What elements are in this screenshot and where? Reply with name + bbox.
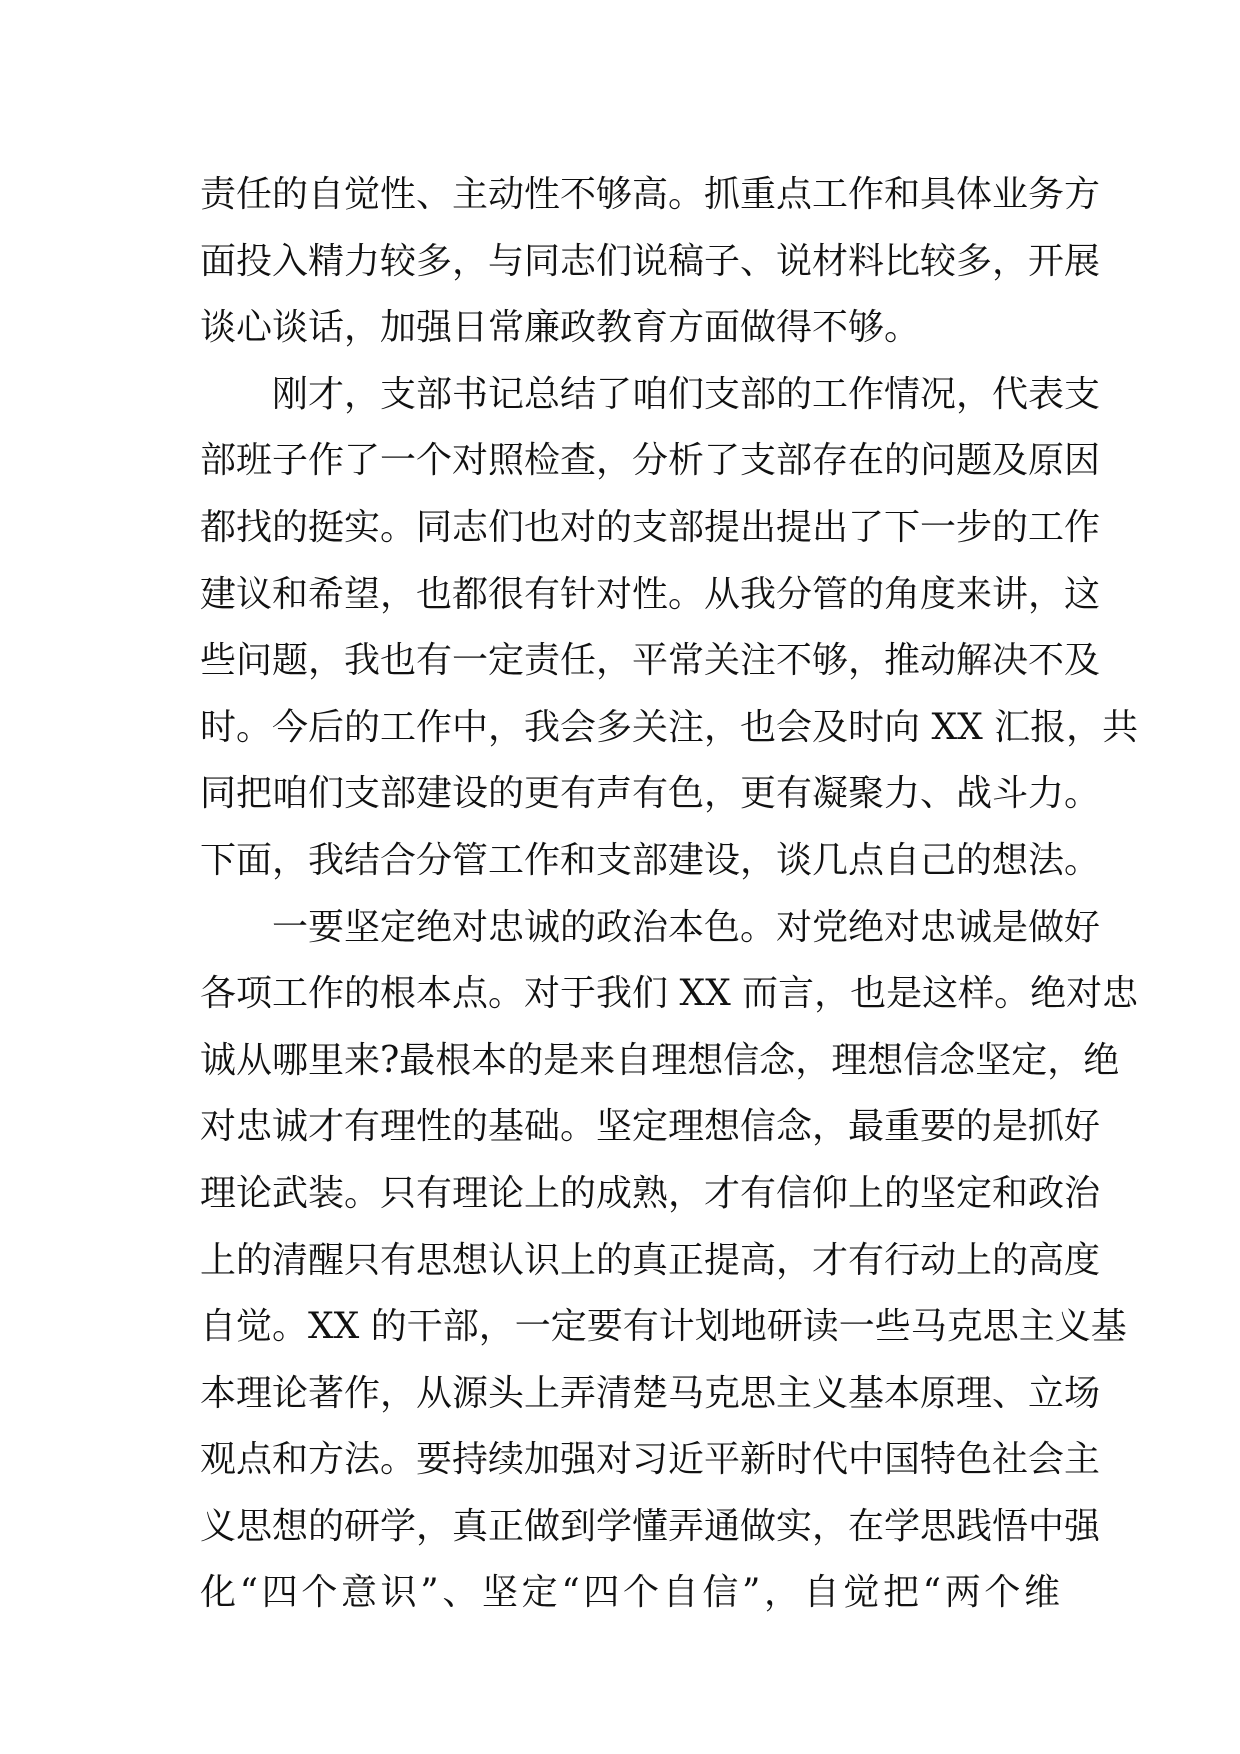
text-line: 观点和方法。要持续加强对习近平新时代中国特色社会主 bbox=[200, 1439, 1101, 1481]
text-line: 都找的挺实。同志们也对的支部提出提出了下一步的工作 bbox=[200, 506, 1101, 548]
text-line: 各项工作的根本点。对于我们 XX 而言，也是这样。绝对忠 bbox=[200, 973, 1139, 1015]
text-line: 下面，我结合分管工作和支部建设，谈几点自己的想法。 bbox=[200, 839, 1101, 881]
text-line: 上的清醒只有思想认识上的真正提高，才有行动上的高度 bbox=[200, 1239, 1101, 1281]
text-line: 同把咱们支部建设的更有声有色，更有凝聚力、战斗力。 bbox=[200, 773, 1101, 815]
text-line: 责任的自觉性、主动性不够高。抓重点工作和具体业务方 bbox=[200, 174, 1101, 215]
paragraph-first-line: 刚才，支部书记总结了咱们支部的工作情况，代表支 bbox=[272, 373, 1101, 415]
paragraph-first-line: 一要坚定绝对忠诚的政治本色。对党绝对忠诚是做好 bbox=[272, 906, 1101, 948]
text-line: 自觉。XX 的干部，一定要有计划地研读一些马克思主义基 bbox=[200, 1306, 1127, 1348]
text-line: 部班子作了一个对照检查，分析了支部存在的问题及原因 bbox=[200, 440, 1101, 482]
text-line: 诚从哪里来?最根本的是来自理想信念，理想信念坚定，绝 bbox=[200, 1039, 1120, 1081]
text-line: 对忠诚才有理性的基础。坚定理想信念，最重要的是抓好 bbox=[200, 1106, 1101, 1148]
text-line: 建议和希望，也都很有针对性。从我分管的角度来讲，这 bbox=[200, 573, 1101, 615]
text-line: 理论武装。只有理论上的成熟，才有信仰上的坚定和政治 bbox=[200, 1172, 1101, 1214]
text-line: 谈心谈话，加强日常廉政教育方面做得不够。 bbox=[200, 307, 921, 349]
text-line: 时。今后的工作中，我会多关注，也会及时向 XX 汇报，共 bbox=[200, 706, 1139, 748]
document-body bbox=[200, 162, 1139, 1627]
text-line: 本理论著作，从源头上弄清楚马克思主义基本原理、立场 bbox=[200, 1372, 1101, 1414]
text-line: 义思想的研学，真正做到学懂弄通做实，在学思践悟中强 bbox=[200, 1505, 1101, 1547]
text-line: 面投入精力较多，与同志们说稿子、说材料比较多，开展 bbox=[200, 240, 1101, 282]
text-line: 化“四个意识”、坚定“四个自信”，自觉把“两个维 bbox=[200, 1572, 1060, 1614]
text-line: 些问题，我也有一定责任，平常关注不够，推动解决不及 bbox=[200, 640, 1101, 682]
